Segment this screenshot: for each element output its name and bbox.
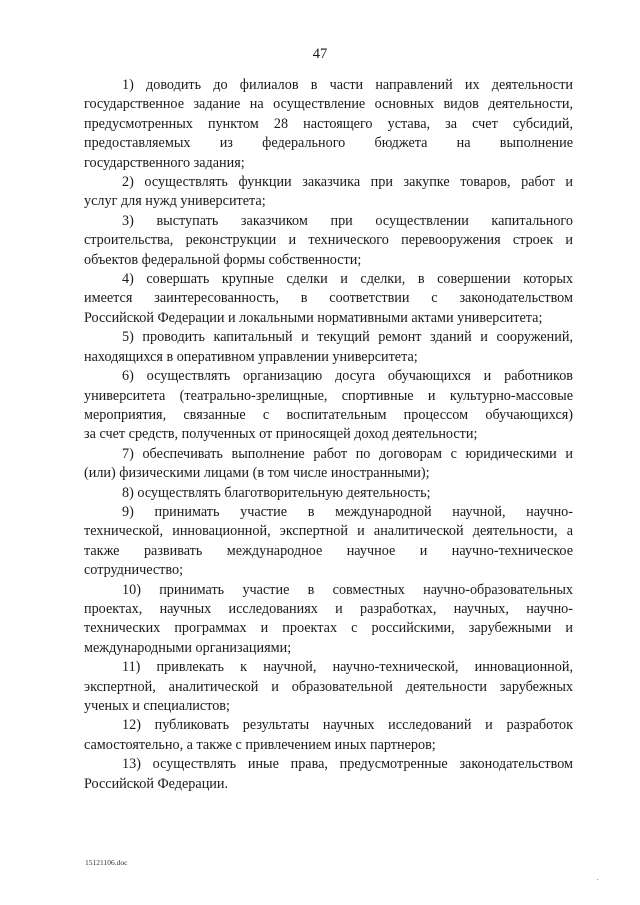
list-item-paragraph [84,658,573,716]
paragraph-line: 7) обеспечивать выполнение работ по договорам с юридическими и [122,445,573,462]
list-item-paragraph [84,445,573,484]
list-item-paragraph [84,173,573,212]
paragraph-line: экспертной, аналитической и образовательной деятельности зарубежных [84,678,573,695]
paragraph-line: (или) физическими лицами (в том числе иностранными); [84,465,430,482]
list-item-paragraph [84,76,573,173]
paragraph-line: 13) осуществлять иные права, предусмотренные законодательством [122,756,573,773]
list-item-paragraph [84,503,573,581]
paragraph-line: 12) публиковать результаты научных исследований и разработок [122,717,573,734]
paragraph-line: государственного задания; [84,154,245,171]
list-item-paragraph [84,716,573,755]
paragraph-line: предусмотренных пунктом 28 настоящего устава, за счет субсидий, [84,115,573,132]
paragraph-line: Российской Федерации. [84,775,229,792]
paragraph-line: также развивать международное научное и научно-техническое [84,542,573,559]
paragraph-line: 8) осуществлять благотворительную деятельность; [122,484,431,501]
paragraph-line: 1) доводить до филиалов в части направлений их деятельности [122,77,573,93]
paragraph-line: технической, инновационной, экспертной и аналитической деятельности, а [84,523,573,540]
footer-file-code: 15121106.doc [85,858,128,867]
paragraph-line: университета (театрально-зрелищные, спортивные и культурно-массовые [84,387,573,404]
list-item-paragraph [84,328,573,367]
list-item-paragraph [84,755,573,794]
list-item-paragraph [84,270,573,328]
list-item-paragraph [84,484,573,503]
paragraph-line: государственное задание на осуществление основных видов деятельности, [84,96,573,113]
list-item-paragraph [84,212,573,270]
paragraph-line: Российской Федерации и локальными нормативными актами университета; [84,309,543,326]
paragraph-line: 5) проводить капитальный и текущий ремонт зданий и сооружений, [122,329,573,346]
paragraph-line: услуг для нужд университета; [84,193,266,210]
paragraph-line: международными организациями; [84,639,292,656]
paragraph-line: ученых и специалистов; [84,698,230,714]
list-item-paragraph [84,367,573,445]
paragraph-line: находящихся в оперативном управлении университета; [84,348,418,365]
paragraph-line: 6) осуществлять организацию досуга обучающихся и работников [122,368,573,385]
paragraph-line: объектов федеральной формы собственности; [84,251,362,268]
paragraph-line: 9) принимать участие в международной научной, научно- [122,503,573,520]
paragraph-line: сотрудничество; [84,562,184,579]
page-number: 47 [312,46,328,62]
list-item-paragraph [84,581,573,659]
paragraph-line: 3) выступать заказчиком при осуществлении капитального [122,212,573,229]
scan-speck [597,879,598,880]
paragraph-line: за счет средств, полученных от приносящей доход деятельности; [84,426,478,443]
paragraph-line: 2) осуществлять функции заказчика при закупке товаров, работ и [122,174,573,191]
paragraph-line: проектах, научных исследованиях и разработках, научных, научно- [84,600,573,617]
paragraph-line: 4) совершать крупные сделки и сделки, в совершении которых [122,271,573,288]
paragraph-line: строительства, реконструкции и технического перевооружения строек и [84,232,573,249]
paragraph-line: технических программах и проектах с российскими, зарубежными и [84,620,573,637]
document-body [84,76,573,794]
paragraph-line: мероприятия, связанные с воспитательным процессом обучающихся) [84,406,573,423]
paragraph-line: имеется заинтересованность, в соответствии с законодательством [84,290,573,307]
paragraph-line: 11) привлекать к научной, научно-технической, инновационной, [122,659,573,676]
paragraph-line: самостоятельно, а также с привлечением иных партнеров; [84,736,436,753]
paragraph-line: предоставляемых из федерального бюджета на выполнение [84,135,573,152]
paragraph-line: 10) принимать участие в совместных научно-образовательных [122,581,573,598]
